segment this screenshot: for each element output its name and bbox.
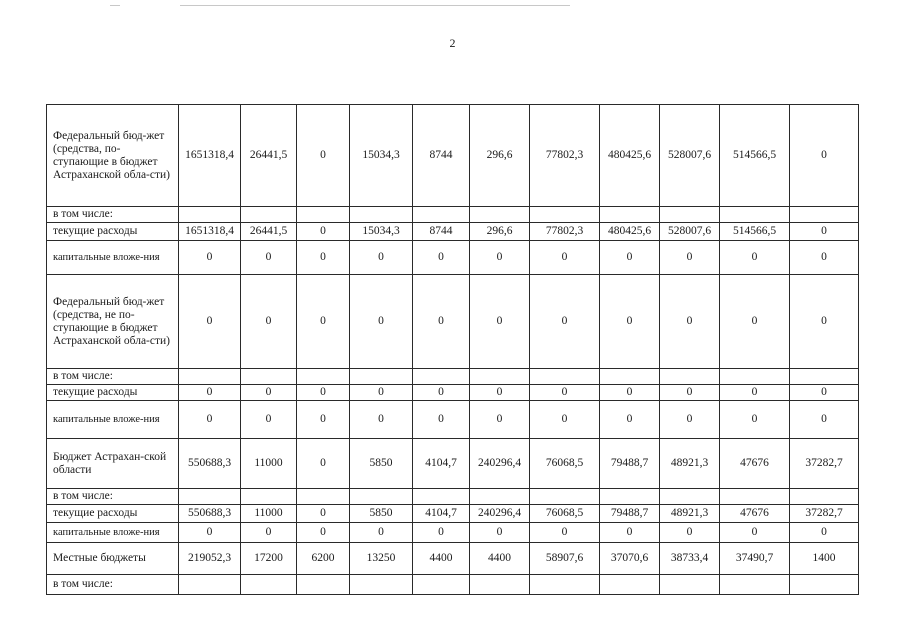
table-cell: 0 [790, 523, 859, 543]
table-cell: 0 [660, 401, 720, 439]
table-cell [470, 575, 530, 595]
row-label: Бюджет Астрахан-ской области [47, 439, 179, 489]
table-cell: 0 [297, 275, 350, 369]
table-cell [350, 207, 413, 223]
table-cell: 514566,5 [720, 105, 790, 207]
table-cell: 0 [660, 385, 720, 401]
scan-artifact-line [110, 5, 120, 6]
table-cell: 17200 [241, 543, 297, 575]
table-cell [350, 489, 413, 505]
table-cell: 0 [600, 385, 660, 401]
table-cell: 0 [530, 385, 600, 401]
table-cell: 0 [790, 105, 859, 207]
table-cell: 0 [179, 385, 241, 401]
table-cell: 0 [350, 241, 413, 275]
row-label: текущие расходы [47, 505, 179, 523]
table-cell: 0 [350, 275, 413, 369]
table-cell: 76068,5 [530, 505, 600, 523]
table-cell [790, 369, 859, 385]
table-cell [241, 207, 297, 223]
table-cell: 58907,6 [530, 543, 600, 575]
table-cell: 0 [530, 275, 600, 369]
table-cell: 0 [720, 241, 790, 275]
table-cell: 0 [720, 523, 790, 543]
table-row [47, 385, 859, 401]
table-cell: 0 [413, 401, 470, 439]
table-cell: 37282,7 [790, 505, 859, 523]
table-cell: 0 [600, 241, 660, 275]
table-cell: 0 [660, 241, 720, 275]
table-cell: 0 [470, 241, 530, 275]
row-label: текущие расходы [47, 223, 179, 241]
table-cell: 0 [600, 275, 660, 369]
table-cell: 6200 [297, 543, 350, 575]
table-cell: 0 [790, 385, 859, 401]
table-cell: 0 [470, 523, 530, 543]
table-cell [413, 207, 470, 223]
table-cell [720, 575, 790, 595]
table-cell: 8744 [413, 223, 470, 241]
table-row [47, 369, 859, 385]
table-cell: 15034,3 [350, 105, 413, 207]
table-cell: 0 [413, 241, 470, 275]
table-row [47, 207, 859, 223]
table-cell: 514566,5 [720, 223, 790, 241]
table-cell: 4400 [470, 543, 530, 575]
table-cell: 240296,4 [470, 439, 530, 489]
table-row [47, 489, 859, 505]
table-cell: 528007,6 [660, 223, 720, 241]
table-cell: 0 [241, 275, 297, 369]
table-cell: 0 [179, 241, 241, 275]
table-cell [297, 575, 350, 595]
table-cell [720, 207, 790, 223]
table-cell [660, 369, 720, 385]
row-label: в том числе: [47, 489, 179, 505]
table-cell: 0 [600, 523, 660, 543]
table-cell [600, 489, 660, 505]
table-cell: 0 [179, 401, 241, 439]
table-cell: 48921,3 [660, 505, 720, 523]
table-cell: 0 [297, 223, 350, 241]
table-cell: 0 [350, 385, 413, 401]
table-cell: 77802,3 [530, 105, 600, 207]
table-cell: 0 [179, 275, 241, 369]
table-cell [600, 207, 660, 223]
table-cell: 0 [179, 523, 241, 543]
table-cell: 5850 [350, 439, 413, 489]
table-cell [297, 207, 350, 223]
table-cell: 0 [297, 241, 350, 275]
table-row [47, 505, 859, 523]
table-cell: 1400 [790, 543, 859, 575]
table-cell: 37282,7 [790, 439, 859, 489]
table-cell: 0 [241, 401, 297, 439]
table-cell: 0 [350, 523, 413, 543]
row-label: капитальные вложе-ния [47, 401, 179, 439]
table-cell: 528007,6 [660, 105, 720, 207]
table-cell: 0 [241, 241, 297, 275]
table-cell: 1651318,4 [179, 223, 241, 241]
table-cell [660, 489, 720, 505]
table-cell: 79488,7 [600, 439, 660, 489]
budget-table [46, 104, 859, 595]
table-cell: 0 [720, 275, 790, 369]
table-cell: 0 [350, 401, 413, 439]
table-cell: 0 [413, 523, 470, 543]
table-cell [179, 575, 241, 595]
table-cell: 38733,4 [660, 543, 720, 575]
table-cell: 4400 [413, 543, 470, 575]
table-cell: 0 [297, 439, 350, 489]
table-cell: 11000 [241, 439, 297, 489]
table-cell: 296,6 [470, 223, 530, 241]
table-row [47, 275, 859, 369]
table-cell: 47676 [720, 505, 790, 523]
table-cell: 0 [660, 523, 720, 543]
table-cell: 550688,3 [179, 505, 241, 523]
table-cell: 0 [530, 523, 600, 543]
table-cell: 37070,6 [600, 543, 660, 575]
table-row [47, 241, 859, 275]
table-cell: 0 [790, 275, 859, 369]
table-cell: 0 [600, 401, 660, 439]
table-cell: 0 [297, 523, 350, 543]
row-label: Местные бюджеты [47, 543, 179, 575]
table-cell: 0 [297, 401, 350, 439]
table-cell: 240296,4 [470, 505, 530, 523]
table-cell [413, 489, 470, 505]
page-number: 2 [449, 36, 456, 50]
table-cell [790, 575, 859, 595]
table-cell: 0 [530, 401, 600, 439]
table-cell [530, 575, 600, 595]
row-label: Федеральный бюд-жет (средства, не по-ступающие в бюджет Астраханской обла-сти) [47, 275, 179, 369]
table-cell: 550688,3 [179, 439, 241, 489]
table-cell [530, 489, 600, 505]
table-cell: 0 [530, 241, 600, 275]
table-cell [790, 489, 859, 505]
table-cell [790, 207, 859, 223]
table-cell: 0 [660, 275, 720, 369]
table-cell: 296,6 [470, 105, 530, 207]
table-cell: 77802,3 [530, 223, 600, 241]
scan-artifact-line [180, 5, 570, 6]
table-cell [241, 575, 297, 595]
row-label: текущие расходы [47, 385, 179, 401]
table-cell: 0 [470, 275, 530, 369]
row-label: Федеральный бюд-жет (средства, по-ступающие в бюджет Астраханской обла-сти) [47, 105, 179, 207]
table-row [47, 523, 859, 543]
table-cell [179, 207, 241, 223]
table-cell: 0 [241, 385, 297, 401]
table-cell [413, 575, 470, 595]
table-cell [470, 207, 530, 223]
table-cell: 15034,3 [350, 223, 413, 241]
table-cell [720, 369, 790, 385]
table-cell: 79488,7 [600, 505, 660, 523]
table-cell [350, 575, 413, 595]
row-label: капитальные вложе-ния [47, 523, 179, 543]
table-cell: 0 [241, 523, 297, 543]
table-cell: 480425,6 [600, 223, 660, 241]
table-cell: 5850 [350, 505, 413, 523]
table-cell: 0 [790, 401, 859, 439]
table-cell: 48921,3 [660, 439, 720, 489]
table-cell: 13250 [350, 543, 413, 575]
table-cell: 0 [470, 401, 530, 439]
table-cell: 0 [470, 385, 530, 401]
table-cell [530, 207, 600, 223]
table-cell [660, 207, 720, 223]
table-row [47, 439, 859, 489]
table-cell: 4104,7 [413, 505, 470, 523]
table-cell: 1651318,4 [179, 105, 241, 207]
table-cell: 480425,6 [600, 105, 660, 207]
table-cell: 47676 [720, 439, 790, 489]
table-cell: 26441,5 [241, 105, 297, 207]
table-cell [241, 489, 297, 505]
row-label: в том числе: [47, 575, 179, 595]
table-cell [470, 489, 530, 505]
table-cell: 0 [413, 385, 470, 401]
table-cell [179, 489, 241, 505]
table-cell: 4104,7 [413, 439, 470, 489]
table-cell [297, 369, 350, 385]
table-cell [413, 369, 470, 385]
table-cell [179, 369, 241, 385]
table-cell [241, 369, 297, 385]
table-cell: 0 [790, 223, 859, 241]
table-cell: 219052,3 [179, 543, 241, 575]
table-cell: 0 [297, 385, 350, 401]
table-row [47, 401, 859, 439]
table-cell [297, 489, 350, 505]
table-cell [530, 369, 600, 385]
row-label: в том числе: [47, 369, 179, 385]
row-label: капитальные вложе-ния [47, 241, 179, 275]
table-row [47, 105, 859, 207]
table-cell: 0 [720, 401, 790, 439]
table-cell: 0 [720, 385, 790, 401]
table-cell: 37490,7 [720, 543, 790, 575]
table-row [47, 543, 859, 575]
table-cell [600, 575, 660, 595]
table-cell [720, 489, 790, 505]
table-cell: 76068,5 [530, 439, 600, 489]
table-cell [350, 369, 413, 385]
table-cell: 0 [297, 105, 350, 207]
table-cell: 0 [297, 505, 350, 523]
table-row [47, 575, 859, 595]
table-cell: 26441,5 [241, 223, 297, 241]
table-cell [600, 369, 660, 385]
table-cell: 0 [413, 275, 470, 369]
table-row [47, 223, 859, 241]
table-cell: 8744 [413, 105, 470, 207]
table-cell [660, 575, 720, 595]
table-cell [470, 369, 530, 385]
table-cell: 11000 [241, 505, 297, 523]
row-label: в том числе: [47, 207, 179, 223]
table-cell: 0 [790, 241, 859, 275]
